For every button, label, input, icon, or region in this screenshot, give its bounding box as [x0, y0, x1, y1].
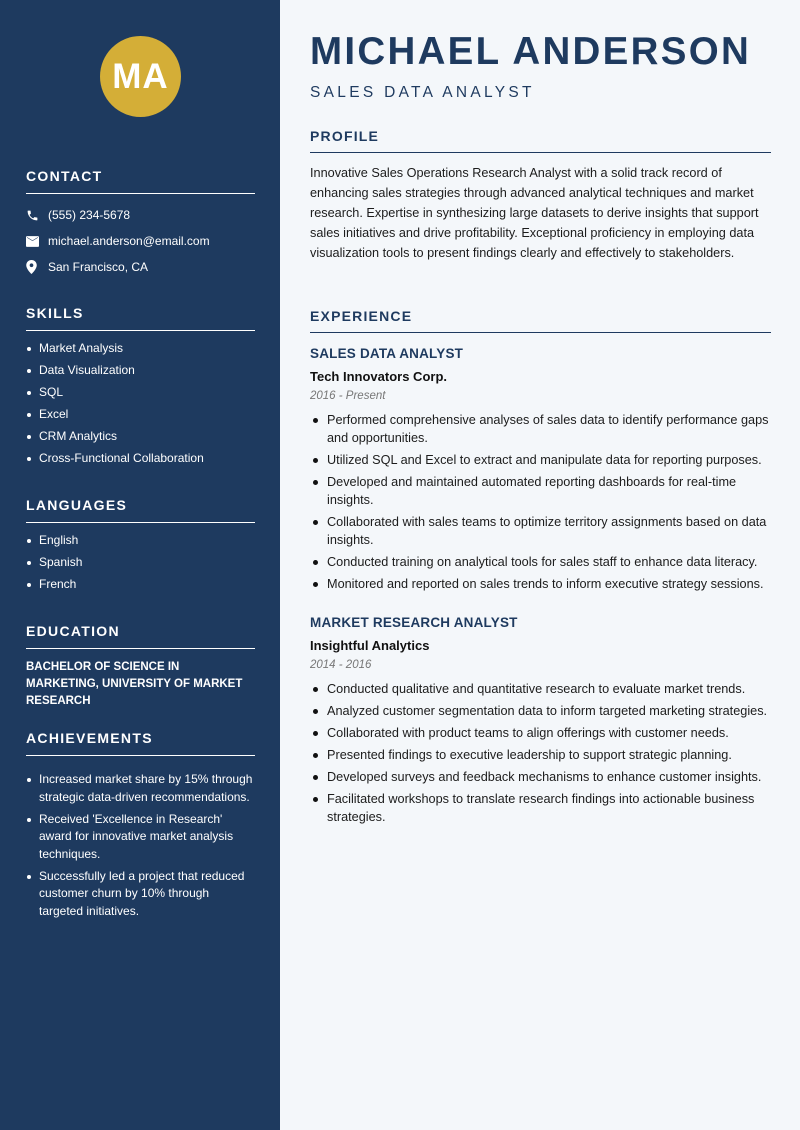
- job-bullet: Facilitated workshops to translate research findings into actionable business strategies.: [310, 790, 771, 826]
- skill-item: CRM Analytics: [26, 428, 255, 446]
- achievement-item: Successfully led a project that reduced customer churn by 10% through targeted initiatives.: [26, 868, 255, 921]
- education-heading: EDUCATION: [26, 623, 255, 649]
- contact-phone-row: [26, 202, 255, 228]
- job-entry: [310, 615, 771, 830]
- job-title: SALES DATA ANALYST: [310, 346, 464, 361]
- experience-heading: EXPERIENCE: [310, 308, 771, 333]
- location-pin-icon: [26, 260, 48, 274]
- skills-heading: SKILLS: [26, 305, 255, 331]
- candidate-name: MICHAEL ANDERSON: [310, 30, 752, 73]
- candidate-title: SALES DATA ANALYST: [310, 84, 535, 101]
- skill-item: Cross-Functional Collaboration: [26, 450, 255, 468]
- job-bullet: Monitored and reported on sales trends to inform executive strategy sessions.: [310, 575, 771, 593]
- education-degree: BACHELOR OF SCIENCE IN MARKETING, UNIVERSITY OF MARKET RESEARCH: [26, 661, 243, 707]
- job-dates: 2016 - Present: [310, 390, 386, 402]
- language-item: French: [26, 576, 255, 594]
- contact-section: [26, 168, 255, 280]
- education-section: [26, 623, 255, 710]
- skill-item: SQL: [26, 384, 255, 402]
- phone-icon: [26, 209, 48, 222]
- job-title: MARKET RESEARCH ANALYST: [310, 615, 518, 630]
- job-bullets: [310, 680, 771, 826]
- languages-section: [26, 497, 255, 598]
- job-bullet: Conducted training on analytical tools for sales staff to enhance data literacy.: [310, 553, 771, 571]
- avatar-initials: MA: [100, 36, 181, 117]
- profile-text: Innovative Sales Operations Research Analyst with a solid track record of enhancing sales strategies through advanced analytical techniques and market research. Expertise in synthesizing large datasets to derive insights that support sales initiatives and drive profitability. Exceptional proficiency in employing data visualization tools to present findings clearly and effectively to stakeholders.: [310, 166, 759, 260]
- sidebar: [0, 0, 280, 1130]
- job-bullet: Presented findings to executive leadership to support strategic planning.: [310, 746, 771, 764]
- profile-heading: PROFILE: [310, 128, 771, 153]
- achievements-section: [26, 730, 255, 925]
- job-bullet: Developed and maintained automated reporting dashboards for real-time insights.: [310, 473, 771, 509]
- job-bullet: Collaborated with product teams to align offerings with customer needs.: [310, 724, 771, 742]
- experience-section: [310, 308, 771, 333]
- job-bullet: Collaborated with sales teams to optimize territory assignments based on data insights.: [310, 513, 771, 549]
- skills-list: [26, 340, 255, 468]
- skill-item: Data Visualization: [26, 362, 255, 380]
- job-company: Insightful Analytics: [310, 638, 430, 653]
- job-bullet: Analyzed customer segmentation data to inform targeted marketing strategies.: [310, 702, 771, 720]
- contact-email-row: [26, 228, 255, 254]
- job-dates: 2014 - 2016: [310, 659, 372, 671]
- job-entry: [310, 346, 771, 597]
- skill-item: Excel: [26, 406, 255, 424]
- achievement-item: Increased market share by 15% through strategic data-driven recommendations.: [26, 771, 255, 806]
- contact-location-row: [26, 254, 255, 280]
- contact-phone[interactable]: (555) 234-5678: [48, 208, 131, 222]
- job-bullet: Utilized SQL and Excel to extract and manipulate data for reporting purposes.: [310, 451, 771, 469]
- contact-location: San Francisco, CA: [48, 260, 149, 274]
- email-icon: [26, 236, 48, 247]
- contact-heading: CONTACT: [26, 168, 255, 194]
- job-bullet: Performed comprehensive analyses of sales data to identify performance gaps and opportunities.: [310, 411, 771, 447]
- skills-section: [26, 305, 255, 472]
- language-item: Spanish: [26, 554, 255, 572]
- achievement-item: Received 'Excellence in Research' award for innovative market analysis techniques.: [26, 811, 255, 864]
- job-company: Tech Innovators Corp.: [310, 369, 447, 384]
- languages-heading: LANGUAGES: [26, 497, 255, 523]
- job-bullets: [310, 411, 771, 593]
- job-bullet: Developed surveys and feedback mechanisms to enhance customer insights.: [310, 768, 771, 786]
- languages-list: [26, 532, 255, 594]
- achievements-heading: ACHIEVEMENTS: [26, 730, 255, 756]
- skill-item: Market Analysis: [26, 340, 255, 358]
- job-bullet: Conducted qualitative and quantitative research to evaluate market trends.: [310, 680, 771, 698]
- achievements-list: [26, 771, 255, 920]
- language-item: English: [26, 532, 255, 550]
- contact-email[interactable]: michael.anderson@email.com: [48, 234, 210, 248]
- profile-section: [310, 128, 771, 263]
